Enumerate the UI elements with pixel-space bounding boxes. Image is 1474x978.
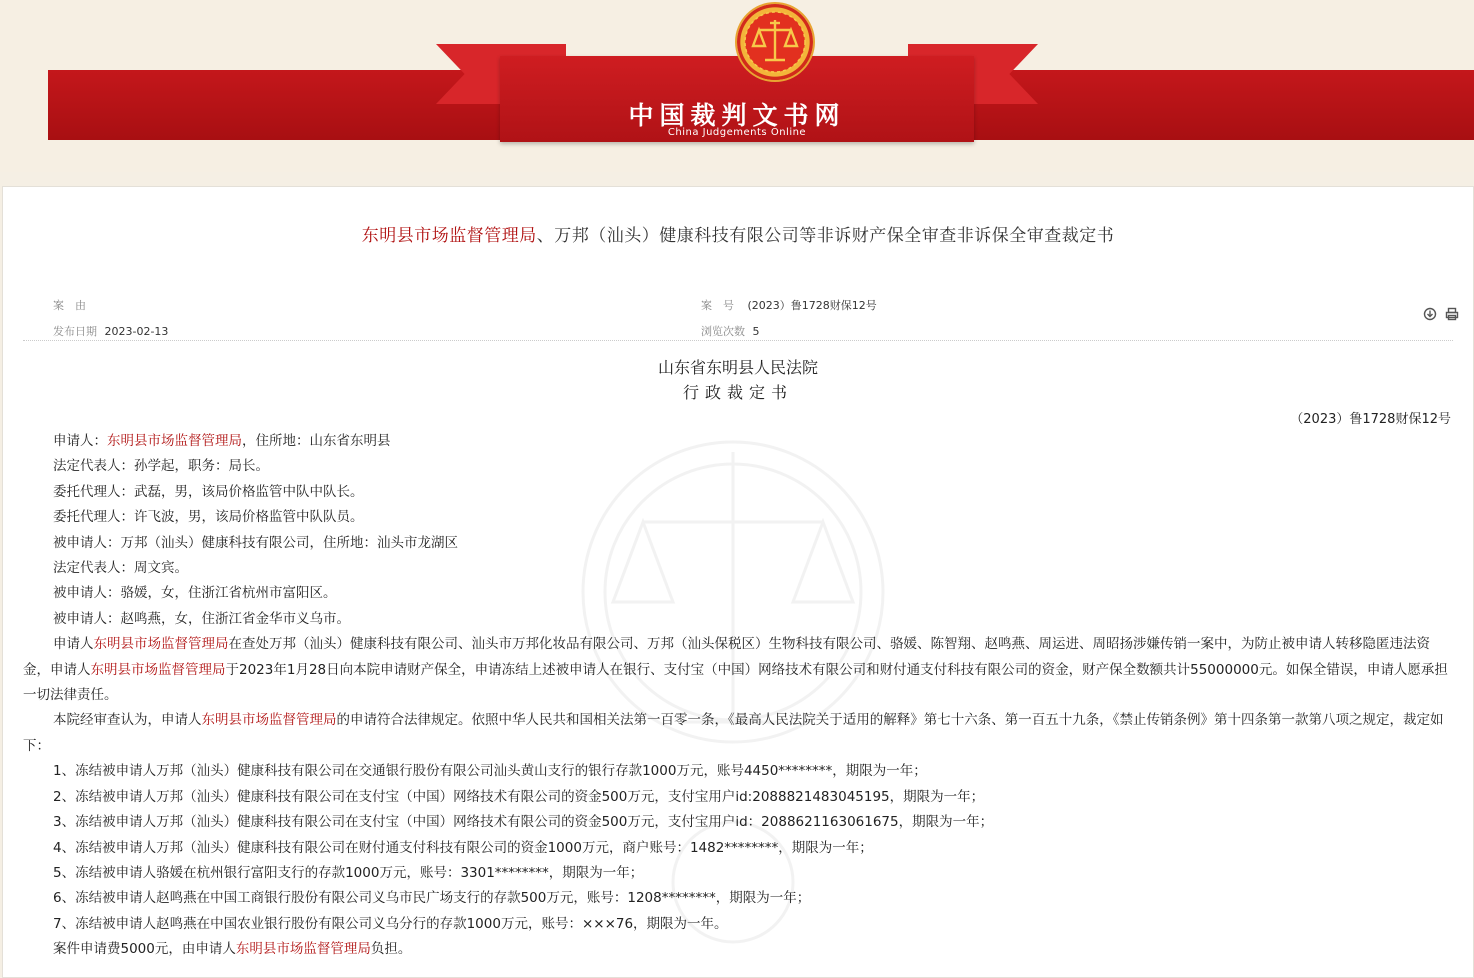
document-type: 行政裁定书 xyxy=(682,383,793,402)
document-card xyxy=(2,186,1474,978)
document-case-number: （2023）鲁1728财保12号 xyxy=(1290,412,1451,427)
party-line: 被申请人：万邦（汕头）健康科技有限公司，住所地：汕头市龙湖区 xyxy=(53,534,458,551)
document-title xyxy=(3,221,1473,246)
ruling-item: 1、冻结被申请人万邦（汕头）健康科技有限公司在交通银行股份有限公司汕头黄山支行的银行存款1000万元，账号4450********，期限为一年； xyxy=(53,763,927,780)
party-line: 委托代理人：武磊，男，该局价格监管中队中队长。 xyxy=(53,483,364,500)
party-line: 委托代理人：许飞波，男，该局价格监管中队队员。 xyxy=(53,509,364,526)
party-link[interactable]: 东明县市场监督管理局 xyxy=(235,941,371,958)
party-link[interactable]: 东明县市场监督管理局 xyxy=(93,636,229,653)
application-paragraph: 申请人东明县市场监督管理局在查处万邦（汕头）健康科技有限公司、汕头市万邦化妆品有限公司、万邦（汕头保税区）生物科技有限公司、骆媛、陈智翔、赵鸣燕、周运进、周昭扬涉嫌传销一案中，为防止被申请人转移隐匿违法资金，申请人东明县市场监督管理局于2023年1月28日向本院申请财产保全，申请冻结上述被申请人在银行、支付宝（中国）网络技术有限公司和财付通支付科技有限公司的资金，财产保全数额共计55000000元。如保全错误，申请人愿承担一切法律责任。 xyxy=(23,636,1448,704)
party-line: 申请人：东明县市场监督管理局，住所地：山东省东明县 xyxy=(53,433,391,449)
document-body xyxy=(23,429,1453,963)
meta-case-number xyxy=(701,297,877,313)
party-line: 被申请人：赵鸣燕，女，住浙江省金华市义乌市。 xyxy=(53,610,350,627)
court-emblem-icon[interactable] xyxy=(737,4,813,80)
party-link[interactable]: 东明县市场监督管理局 xyxy=(107,433,242,449)
ruling-item: 4、冻结被申请人万邦（汕头）健康科技有限公司在财付通支付科技有限公司的资金1000万元，商户账号：1482********，期限为一年； xyxy=(53,839,873,856)
court-name: 山东省东明县人民法院 xyxy=(657,358,818,377)
meta-publish-date xyxy=(53,323,168,339)
title-party-link[interactable]: 东明县市场监督管理局 xyxy=(361,226,537,246)
fee-line: 案件申请费5000元，由申请人东明县市场监督管理局负担。 xyxy=(53,941,412,958)
ruling-item: 7、冻结被申请人赵鸣燕在中国农业银行股份有限公司义乌分行的存款1000万元，账号：×××76，期限为一年。 xyxy=(53,915,728,932)
meta-caseno-value: (2023）鲁1728财保12号 xyxy=(747,299,877,312)
title-rest: 、万邦（汕头）健康科技有限公司等非诉财产保全审查非诉保全审查裁定书 xyxy=(536,226,1115,246)
ruling-item: 6、冻结被申请人赵鸣燕在中国工商银行股份有限公司义乌市民广场支行的存款500万元，账号：1208********，期限为一年； xyxy=(53,890,811,907)
site-header xyxy=(0,0,1474,172)
ruling-item: 5、冻结被申请人骆媛在杭州银行富阳支行的存款1000万元，账号：3301********，期限为一年； xyxy=(53,864,644,881)
meta-caseno-label: 案 号 xyxy=(701,299,734,312)
meta-publish-value: 2023-02-13 xyxy=(104,325,169,338)
party-link[interactable]: 东明县市场监督管理局 xyxy=(201,712,337,729)
meta-views xyxy=(701,323,760,339)
meta-cause xyxy=(53,297,96,313)
meta-cause-label: 案 由 xyxy=(53,299,86,312)
ruling-item: 3、冻结被申请人万邦（汕头）健康科技有限公司在支付宝（中国）网络技术有限公司的资金500万元，支付宝用户id：2088621163061675，期限为一年； xyxy=(53,814,994,831)
party-line: 被申请人：骆媛，女，住浙江省杭州市富阳区。 xyxy=(53,585,337,602)
party-link[interactable]: 东明县市场监督管理局 xyxy=(90,661,226,678)
review-paragraph: 本院经审查认为，申请人东明县市场监督管理局的申请符合法律规定。依照中华人民共和国相关法第一百零一条，《最高人民法院关于适用的解释》第七十六条、第一百五十九条，《禁止传销条例》第十四条第一款第八项之规定，裁定如下： xyxy=(23,712,1444,754)
meta-views-value: 5 xyxy=(752,325,760,338)
party-line: 法定代表人：周文宾。 xyxy=(53,560,188,577)
meta-divider xyxy=(23,340,1453,341)
print-icon[interactable] xyxy=(1445,310,1459,325)
site-subtitle: China Judgements Online xyxy=(667,127,807,138)
download-icon[interactable] xyxy=(1423,310,1441,325)
meta-publish-label: 发布日期 xyxy=(53,325,97,338)
ruling-item: 2、冻结被申请人万邦（汕头）健康科技有限公司在支付宝（中国）网络技术有限公司的资金500万元，支付宝用户id:2088821483045195，期限为一年； xyxy=(53,788,985,805)
document-tools xyxy=(1419,307,1459,325)
site-title[interactable]: 中国裁判文书网 xyxy=(628,101,846,130)
party-line: 法定代表人：孙学起，职务：局长。 xyxy=(53,458,269,475)
meta-views-label: 浏览次数 xyxy=(701,325,745,338)
